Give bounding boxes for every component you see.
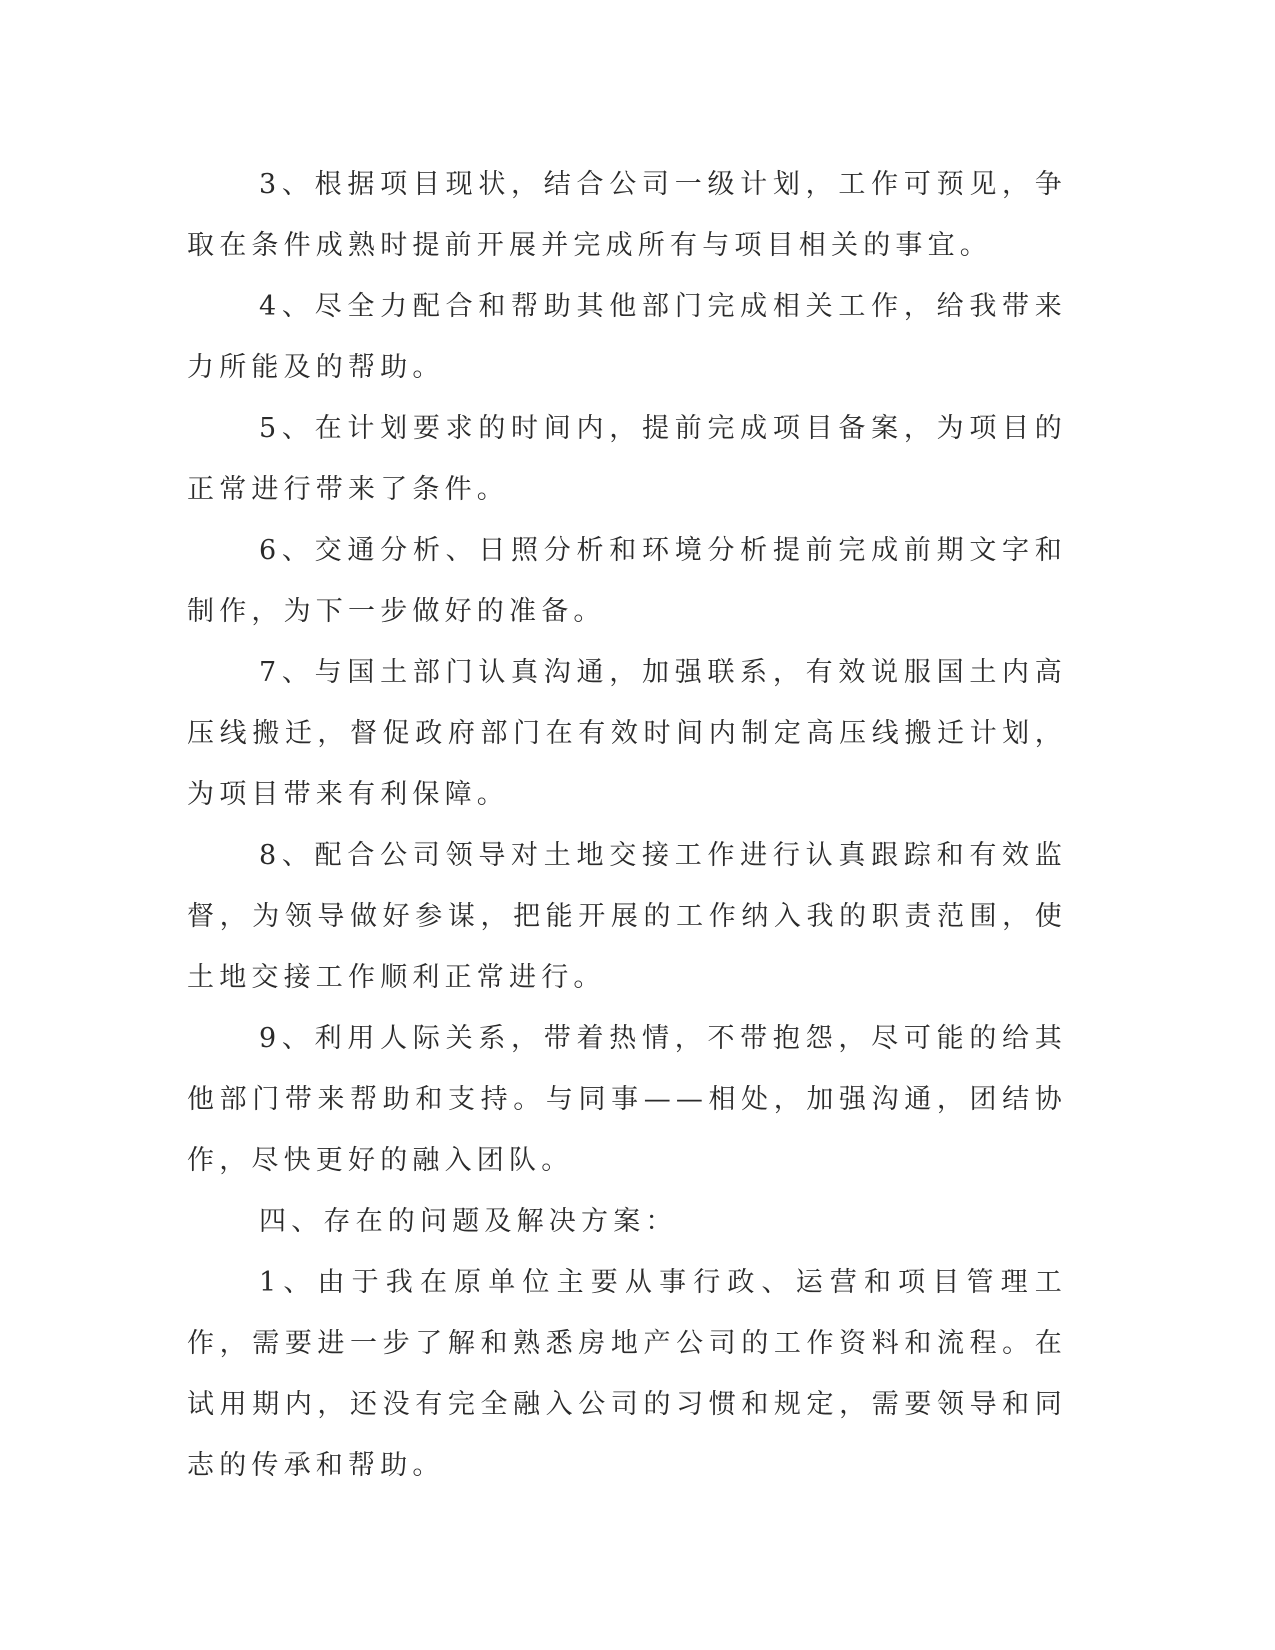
paragraph-item-5: 5、在计划要求的时间内，提前完成项目备案，为项目的正常进行带来了条件。 [187, 413, 1067, 505]
paragraph-problem-1: 1、由于我在原单位主要从事行政、运营和项目管理工作，需要进一步了解和熟悉房地产公司的工作资料和流程。在试用期内，还没有完全融入公司的习惯和规定，需要领导和同志的传承和帮助。 [187, 1267, 1067, 1481]
paragraph-item-9: 9、利用人际关系，带着热情，不带抱怨，尽可能的给其他部门带来帮助和支持。与同事——相处，加强沟通，团结协作，尽快更好的融入团队。 [187, 1023, 1067, 1176]
paragraph-item-6: 6、交通分析、日照分析和环境分析提前完成前期文字和制作，为下一步做好的准备。 [187, 535, 1067, 627]
paragraph-item-8: 8、配合公司领导对土地交接工作进行认真跟踪和有效监督，为领导做好参谋，把能开展的工作纳入我的职责范围，使土地交接工作顺利正常进行。 [187, 840, 1067, 993]
paragraph-item-4: 4、尽全力配合和帮助其他部门完成相关工作，给我带来力所能及的帮助。 [187, 291, 1067, 383]
document-body [187, 154, 1067, 1496]
section-heading-problems: 四、存在的问题及解决方案： [259, 1206, 678, 1237]
paragraph-item-7: 7、与国土部门认真沟通，加强联系，有效说服国土内高压线搬迁，督促政府部门在有效时间内制定高压线搬迁计划，为项目带来有利保障。 [187, 657, 1067, 810]
paragraph-item-3: 3、根据项目现状，结合公司一级计划，工作可预见，争取在条件成熟时提前开展并完成所有与项目相关的事宜。 [187, 169, 1067, 261]
